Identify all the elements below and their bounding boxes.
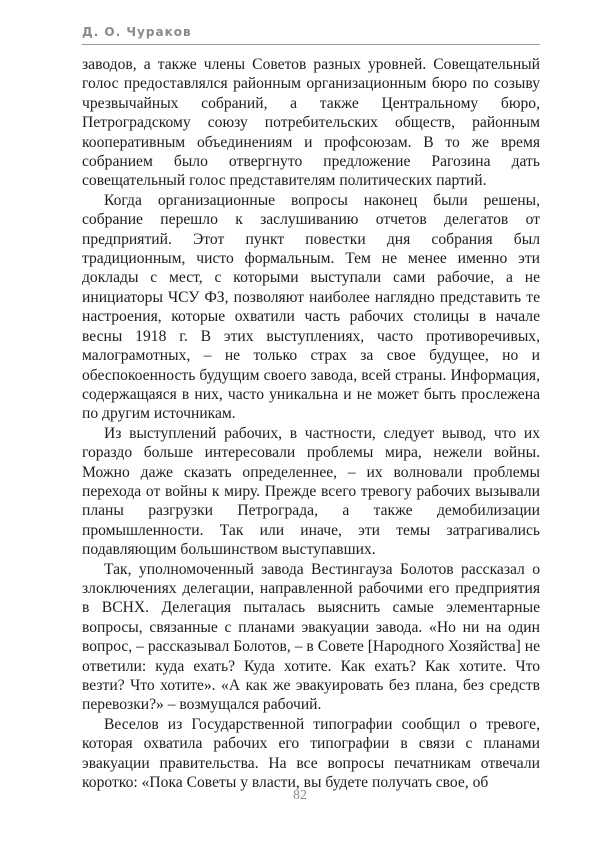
paragraph: Так, уполномоченный завода Вестингауза Болотов рассказал о злоключениях делегации, направленной рабочими его предприятия в ВСНХ. Делегация пыталась выяснить самые элементарные вопросы, связанные с планами эвакуации завода. «Но ни на один вопрос, – рассказывал Болотов, – в Совете [Народного Хозяйства] не ответили: куда ехать? Куда хотите. Как ехать? Как хотите. Что везти? Что хотите». «А как же эвакуировать без плана, без средств перевозки?» – возмущался рабочий. [82,560,540,714]
page-number: 82 [293,788,307,803]
paragraph: Когда организационные вопросы наконец были решены, собрание перешло к заслушиванию отчетов делегатов от предприятий. Этот пункт повестки дня собрания был традиционным, чисто формальным. Тем не менее именно эти доклады с мест, с которыми выступали сами рабочие, а не инициаторы ЧСУ ФЗ, позволяют наиболее наглядно представить те настроения, которые охватили часть рабочих столицы в начале весны 1918 г. В этих выступлениях, часто противоречивых, малограмотных, – не только страх за свое будущее, но и обеспокоенность будущим своего завода, всей страны. Информация, содержащаяся в них, часто уникальна и не может быть прослежена по другим источникам. [82,191,540,423]
header-rule [82,44,540,45]
running-header: Д. О. Чураков [82,25,192,39]
paragraph: Из выступлений рабочих, в частности, следует вывод, что их гораздо больше интересовали проблемы мира, нежели войны. Можно даже сказать определеннее, – их волновали проблемы перехода от войны к миру. Прежде всего тревогу рабочих вызывали планы разгрузки Петрограда, а также демобилизации промышленности. Так или иначе, эти темы затрагивались подавляющим большинством выступавших. [82,424,540,559]
paragraph: Веселов из Государственной типографии сообщил о тревоге, которая охватила рабочих его типографии в связи с планами эвакуации правительства. На все вопросы печатникам отвечали коротко: «Пока Советы у власти, вы будете получать свое, об [82,715,540,792]
body-text [82,55,540,792]
paragraph: заводов, а также члены Советов разных уровней. Совещательный голос предоставлялся районным организационным бюро по созыву чрезвычайных собраний, а также Центральному бюро, Петроградскому союзу потребительских обществ, районным кооперативным объединениям и профсоюзам. В то же время собранием было отвергнуто предложение Рагозина дать совещательный голос представителям политических партий. [82,56,540,190]
